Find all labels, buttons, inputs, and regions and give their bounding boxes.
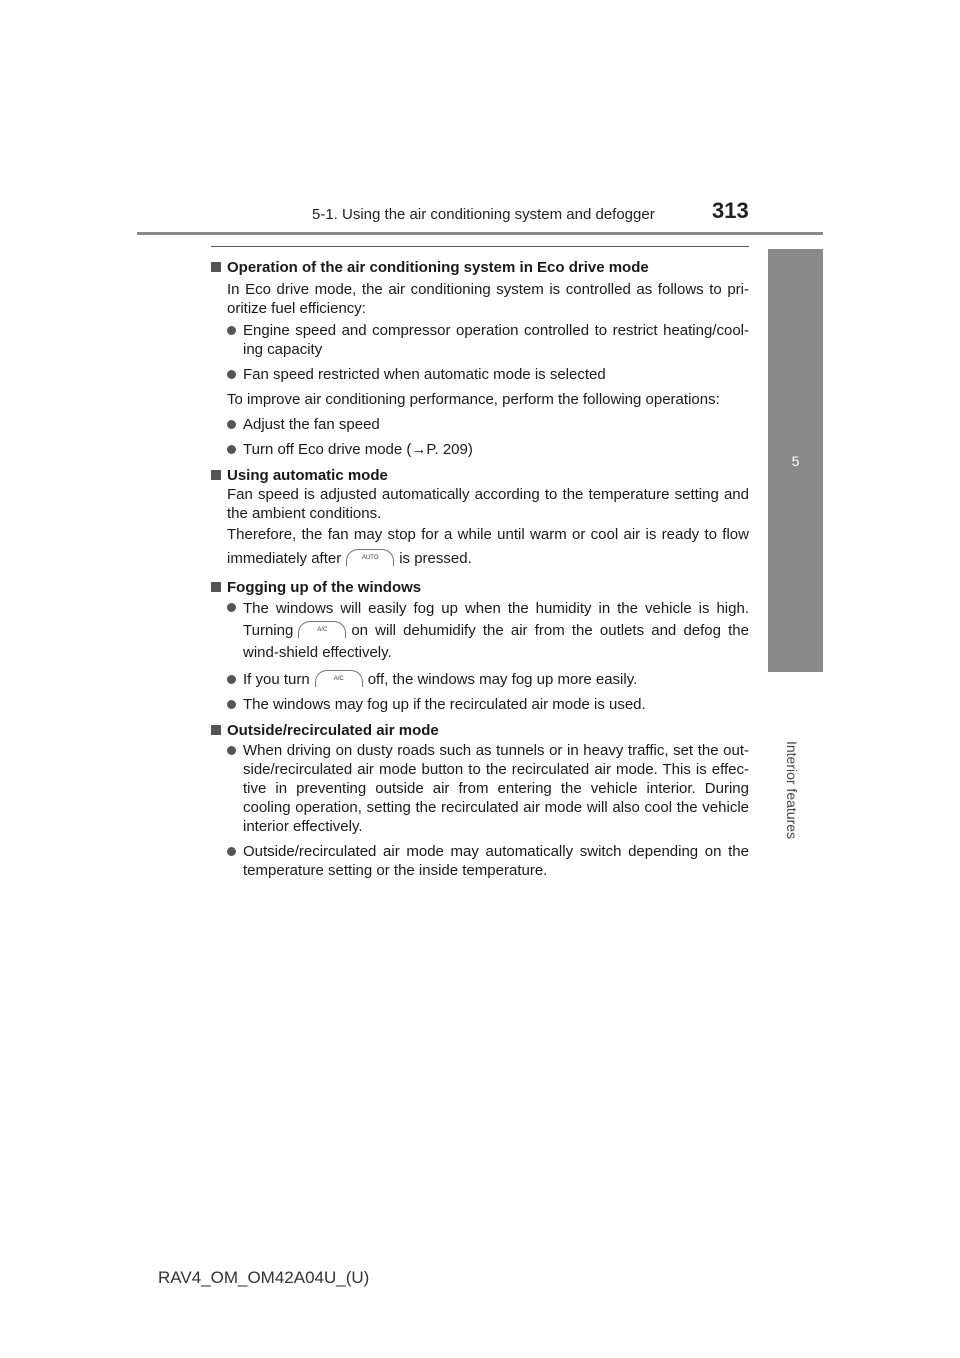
square-bullet-icon xyxy=(211,725,221,735)
chapter-number: 5 xyxy=(791,452,800,469)
square-bullet-icon xyxy=(211,582,221,592)
circle-bullet-icon xyxy=(227,370,236,379)
list-item: The windows may fog up if the recirculated air mode is used. xyxy=(211,695,749,714)
header-rule xyxy=(137,232,823,235)
circle-bullet-icon xyxy=(227,326,236,335)
ac-button-icon: A/C xyxy=(298,621,346,638)
list-item: Turn off Eco drive mode (→P. 209) xyxy=(211,440,749,459)
circle-bullet-icon xyxy=(227,847,236,856)
paragraph: Fan speed is adjusted automatically according to the temperature setting and the ambient conditions. xyxy=(227,486,749,522)
section-title: 5-1. Using the air conditioning system and defogger xyxy=(312,206,655,223)
section-heading-recirc: Outside/recirculated air mode xyxy=(211,721,749,740)
list-item: Fan speed restricted when automatic mode is selected xyxy=(211,365,749,384)
document-code: RAV4_OM_OM42A04U_(U) xyxy=(158,1268,370,1287)
circle-bullet-icon xyxy=(227,445,236,454)
paragraph: In Eco drive mode, the air conditioning system is controlled as follows to pri-oritize fuel efficiency: xyxy=(227,281,749,317)
paragraph: To improve air conditioning performance, perform the following operations: xyxy=(227,391,720,408)
page-reference-link[interactable]: P. 209) xyxy=(426,441,473,458)
chapter-side-label xyxy=(780,680,804,900)
circle-bullet-icon xyxy=(227,675,236,684)
circle-bullet-icon xyxy=(227,700,236,709)
circle-bullet-icon xyxy=(227,420,236,429)
square-bullet-icon xyxy=(211,470,221,480)
ac-button-icon: A/C xyxy=(315,670,363,687)
content-rule xyxy=(211,246,749,247)
section-heading-auto: Using automatic mode xyxy=(211,466,749,485)
circle-bullet-icon xyxy=(227,603,236,612)
list-item: Adjust the fan speed xyxy=(211,415,749,434)
page-number: 313 xyxy=(712,198,749,223)
list-item: Engine speed and compressor operation controlled to restrict heating/cool-ing capacity xyxy=(211,321,749,359)
section-heading-fog: Fogging up of the windows xyxy=(211,578,749,597)
list-item: Outside/recirculated air mode may automatically switch depending on the temperature setting or the inside temperature. xyxy=(211,842,749,880)
square-bullet-icon xyxy=(211,262,221,272)
page-content xyxy=(211,258,749,880)
arrow-icon: → xyxy=(411,441,427,458)
auto-button-icon: AUTO xyxy=(346,549,394,566)
paragraph: Therefore, the fan may stop for a while until warm or cool air is ready to flow immediately after AUTO is pressed. xyxy=(227,526,749,567)
chapter-label-text: Interior features xyxy=(784,740,800,840)
list-item: If you turn A/C off, the windows may fog up more easily. xyxy=(211,670,749,689)
chapter-tab xyxy=(768,249,823,672)
circle-bullet-icon xyxy=(227,746,236,755)
list-item: The windows will easily fog up when the humidity in the vehicle is high. Turning A/C on will dehumidify the air from the outlets and defog the wind-shield effectively. xyxy=(211,598,749,664)
list-item: When driving on dusty roads such as tunnels or in heavy traffic, set the out-side/recirculated air mode button to the recirculated air mode. This is effec-tive in preventing outside air from entering the vehicle interior. During cooling operation, setting the recirculated air mode will also cool the vehicle interior effectively. xyxy=(211,741,749,836)
section-heading-eco: Operation of the air conditioning system in Eco drive mode xyxy=(211,258,749,277)
